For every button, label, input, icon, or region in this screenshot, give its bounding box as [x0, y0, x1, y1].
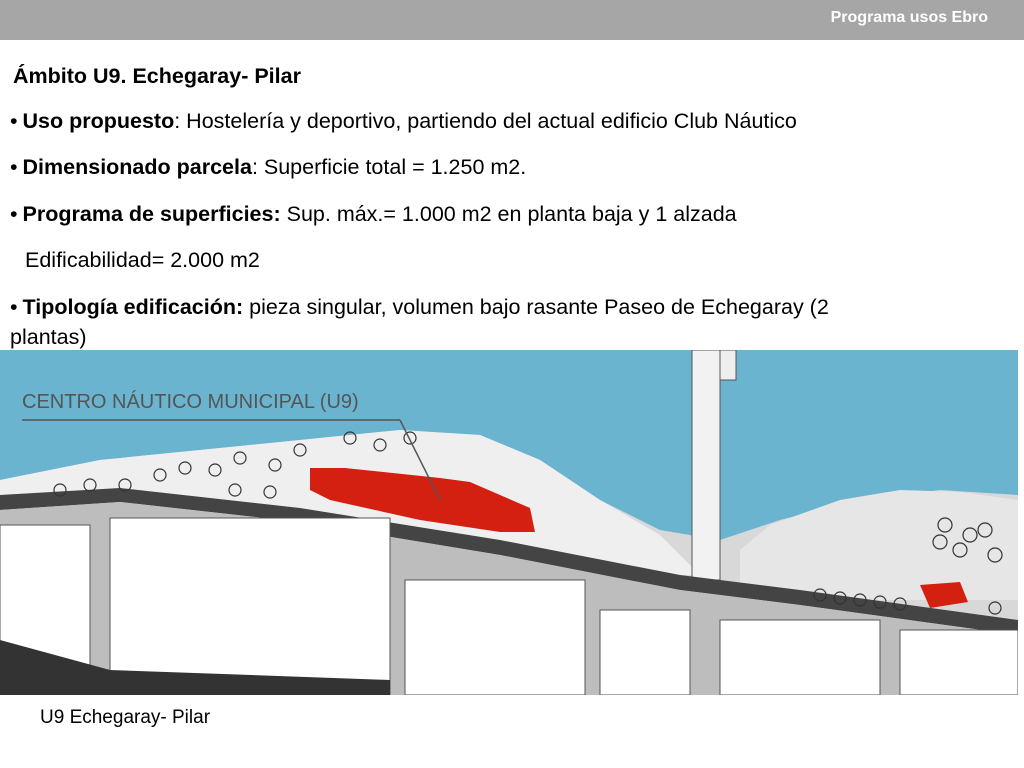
bullet-dot: • [10, 109, 18, 133]
bullet-dimensionado [10, 154, 526, 181]
bullet-label: Tipología edificación: [22, 295, 244, 319]
city-block [720, 620, 880, 695]
bullet-programa-extra: Edificabilidad= 2.000 m2 [25, 248, 260, 272]
map-label: CENTRO NÁUTICO MUNICIPAL (U9) [22, 391, 359, 413]
bullet-tipologia-cont: plantas) [10, 325, 87, 349]
bullet-programa [10, 201, 737, 228]
bullet-text: : Hostelería y deportivo, partiendo del actual edificio Club Náutico [174, 109, 797, 133]
bullet-dot: • [10, 155, 18, 179]
map-caption: U9 Echegaray- Pilar [40, 707, 211, 728]
city-block [900, 630, 1018, 695]
city-block [110, 518, 390, 695]
bullet-tipologia [10, 294, 829, 321]
city-block [405, 580, 585, 695]
header-title: Programa usos Ebro [830, 9, 988, 26]
bullet-text: : Superficie total = 1.250 m2. [251, 155, 527, 179]
bullet-uso [10, 108, 797, 135]
bridge [692, 350, 720, 580]
city-block [600, 610, 690, 695]
bullet-text: pieza singular, volumen bajo rasante Paseo de Echegaray (2 [243, 295, 829, 319]
bullet-text: Sup. máx.= 1.000 m2 en planta baja y 1 alzada [280, 202, 737, 226]
bullet-label: Programa de superficies: [22, 202, 281, 226]
site-plan-map [0, 350, 1018, 695]
bullet-label: Dimensionado parcela [22, 155, 252, 179]
bullet-label: Uso propuesto [22, 109, 175, 133]
section-heading: Ámbito U9. Echegaray- Pilar [13, 64, 301, 88]
header-bar [0, 0, 1024, 40]
bullet-dot: • [10, 202, 18, 226]
bullet-dot: • [10, 295, 18, 319]
